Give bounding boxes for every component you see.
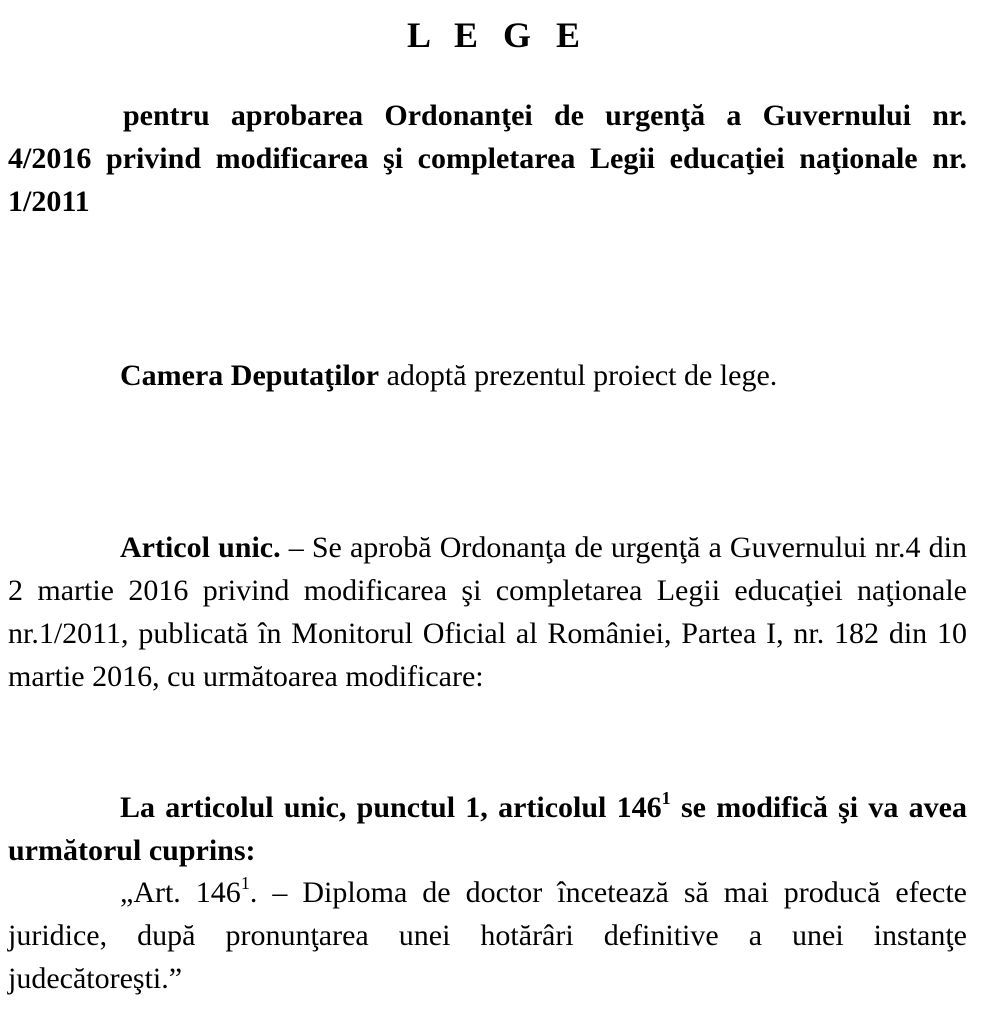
document-title: L E G E — [406, 15, 589, 55]
document-subtitle: pentru aprobarea Ordonanţei de urgenţă a Guvernului nr. 4/2016 privind modificarea şi completarea Legii educaţiei naţionale nr. 1/2011 — [8, 99, 967, 218]
amendment-heading-end: se modifică şi va avea următorul cuprins: — [8, 791, 968, 867]
chamber-name: Camera Deputaţilor — [120, 359, 380, 392]
article-label: Articol unic. — [120, 531, 281, 564]
amendment-heading — [8, 786, 967, 872]
article-text: – Se aprobă Ordonanţa de urgenţă a Guvernului nr.4 din 2 martie 2016 privind modificarea şi completarea Legii educaţiei naţionale nr.1/2011, publicată în Monitorul Oficial al României, Partea I, nr. 182 din 10 martie 2016, cu următoarea modificare: — [8, 531, 967, 693]
quote-superscript: 1 — [240, 873, 250, 893]
amendment-quote — [8, 871, 967, 1000]
quote-end: . – Diploma de doctor încetează să mai producă efecte juridice, după pronunţarea unei hotărâri definitive a unei instanţe judecătoreşti.” — [8, 876, 967, 995]
adoption-text: adoptă prezentul proiect de lege. — [379, 359, 778, 392]
quote-start: „Art. 146 — [120, 876, 241, 909]
amendment-heading-superscript: 1 — [661, 788, 671, 808]
article-paragraph — [8, 526, 967, 698]
adoption-paragraph — [8, 354, 967, 397]
amendment-heading-start: La articolul unic, punctul 1, articolul 146 — [120, 791, 662, 824]
